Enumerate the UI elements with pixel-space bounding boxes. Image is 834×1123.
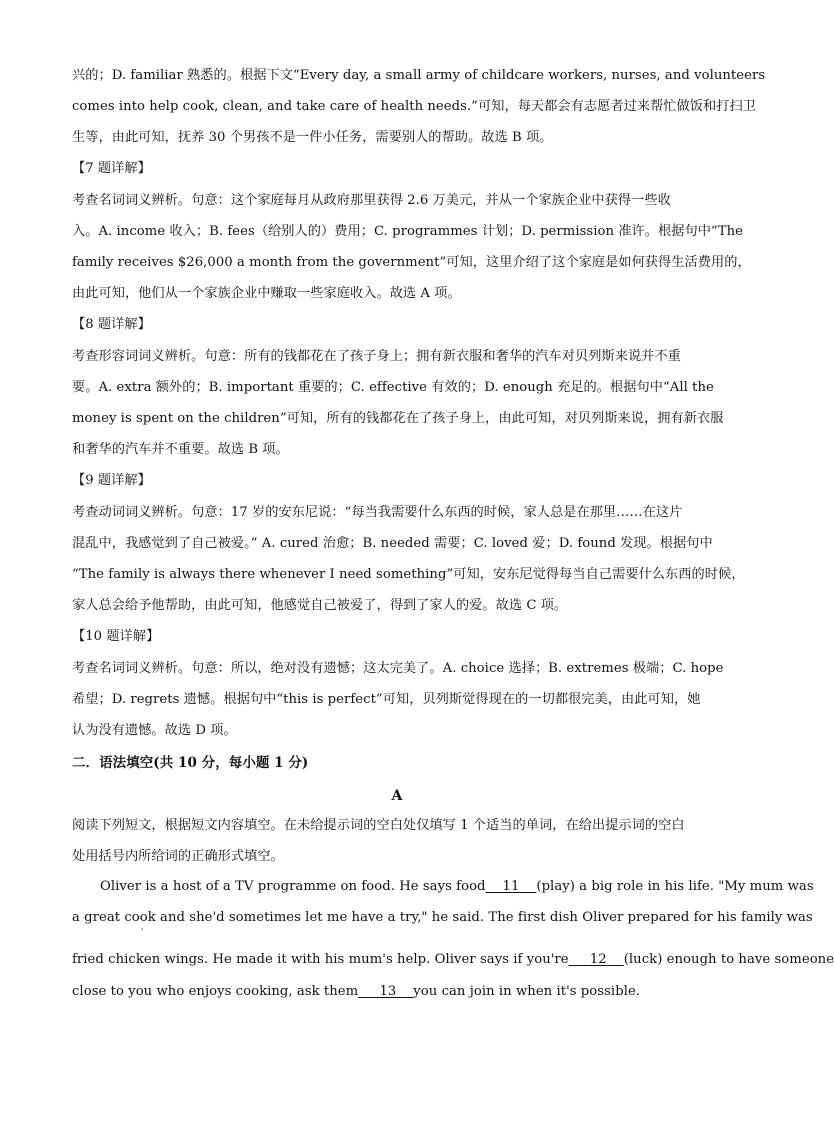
passage-line <box>72 982 722 1002</box>
text-line: comes into help cook, clean, and take care of health needs.”可知，每天都会有志愿者过来帮忙做饭和打扫卫 <box>72 99 756 114</box>
text-line: 家人总会给予他帮助，由此可知，他感觉自己被爱了，得到了家人的爱。故选 C 项。 <box>72 598 568 613</box>
text-line: 混乱中，我感觉到了自己被爱。” A. cured 治愈；B. needed 需要；C. loved 爱；D. found 发现。根据句中 <box>72 536 713 551</box>
text-line: 希望；D. regrets 遗憾。根据句中“this is perfect”可知，贝列斯觉得现在的一切都很完美，由此可知，她 <box>72 692 701 707</box>
passage-text: (play) a big role in his life. "My mum was <box>536 879 814 894</box>
text-line: 生等，由此可知，抚养 30 个男孩不是一件小任务，需要别人的帮助。故选 B 项。 <box>72 130 553 145</box>
instruction-line: 处用括号内所给词的正确形式填空。 <box>72 849 284 864</box>
text-line: 入。A. income 收入；B. fees（给别人的）费用；C. programmes 计划；D. permission 准许。根据句中“The <box>72 224 743 239</box>
text-line: 考查名词词义辨析。句意：所以，绝对没有遗憾；这太完美了。A. choice 选择；B. extremes 极端；C. hope <box>72 661 724 676</box>
text-line: 兴的；D. familiar 熟悉的。根据下文“Every day, a small army of childcare workers, nurses, and volunteers <box>72 68 766 83</box>
part-label: A <box>391 788 403 804</box>
question-heading: 【7 题详解】 <box>72 161 151 176</box>
question-heading: 【9 题详解】 <box>72 473 151 488</box>
blank-12[interactable]: 12 <box>589 952 607 967</box>
text-line: 和奢华的汽车并不重要。故选 B 项。 <box>72 442 289 457</box>
text-line: 要。A. extra 额外的；B. important 重要的；C. effective 有效的；D. enough 充足的。根据句中“All the <box>72 380 714 395</box>
text-line: 由此可知，他们从一个家族企业中赚取一些家庭收入。故选 A 项。 <box>72 286 461 301</box>
passage-text: (luck) enough to have someone <box>623 952 834 967</box>
stray-mark: ' <box>141 927 144 936</box>
question-heading: 【10 题详解】 <box>72 629 160 644</box>
text-line: money is spent on the children”可知，所有的钱都花在了孩子身上，由此可知，对贝列斯来说，拥有新衣服 <box>72 411 724 426</box>
passage-text: fried chicken wings. He made it with his mum's help. Oliver says if you're <box>72 952 569 967</box>
passage-line <box>72 950 834 970</box>
blank-11[interactable]: 11 <box>502 879 520 894</box>
text-line: 考查形容词词义辨析。句意：所有的钱都花在了孩子身上；拥有新衣服和奢华的汽车对贝列斯来说并不重 <box>72 349 681 364</box>
passage-text: Oliver is a host of a TV programme on food. He says food <box>100 879 486 894</box>
blank-13[interactable]: 13 <box>379 984 397 999</box>
passage-text: you can join in when it's possible. <box>413 984 641 999</box>
passage-line: a great cook and she'd sometimes let me have a try," he said. The first dish Oliver prepared for his family was <box>72 910 813 925</box>
passage-text: close to you who enjoys cooking, ask them <box>72 984 359 999</box>
section-title: 二．语法填空(共 10 分，每小题 1 分) <box>72 755 309 771</box>
text-line: 考查名词词义辨析。句意：这个家庭每月从政府那里获得 2.6 万美元，并从一个家族企业中获得一些收 <box>72 193 671 208</box>
text-line: 认为没有遗憾。故选 D 项。 <box>72 723 237 738</box>
text-line: family receives $26,000 a month from the government”可知，这里介绍了这个家庭是如何获得生活费用的， <box>72 255 751 270</box>
text-line: 考查动词词义辨析。句意：17 岁的安东尼说：“每当我需要什么东西的时候，家人总是在那里……在这片 <box>72 505 683 520</box>
text-line: “The family is always there whenever I need something”可知，安东尼觉得每当自己需要什么东西的时候， <box>72 567 745 582</box>
question-heading: 【8 题详解】 <box>72 317 151 332</box>
instruction-line: 阅读下列短文，根据短文内容填空。在未给提示词的空白处仅填写 1 个适当的单词，在给出提示词的空白 <box>72 818 685 833</box>
passage-line <box>100 877 814 897</box>
